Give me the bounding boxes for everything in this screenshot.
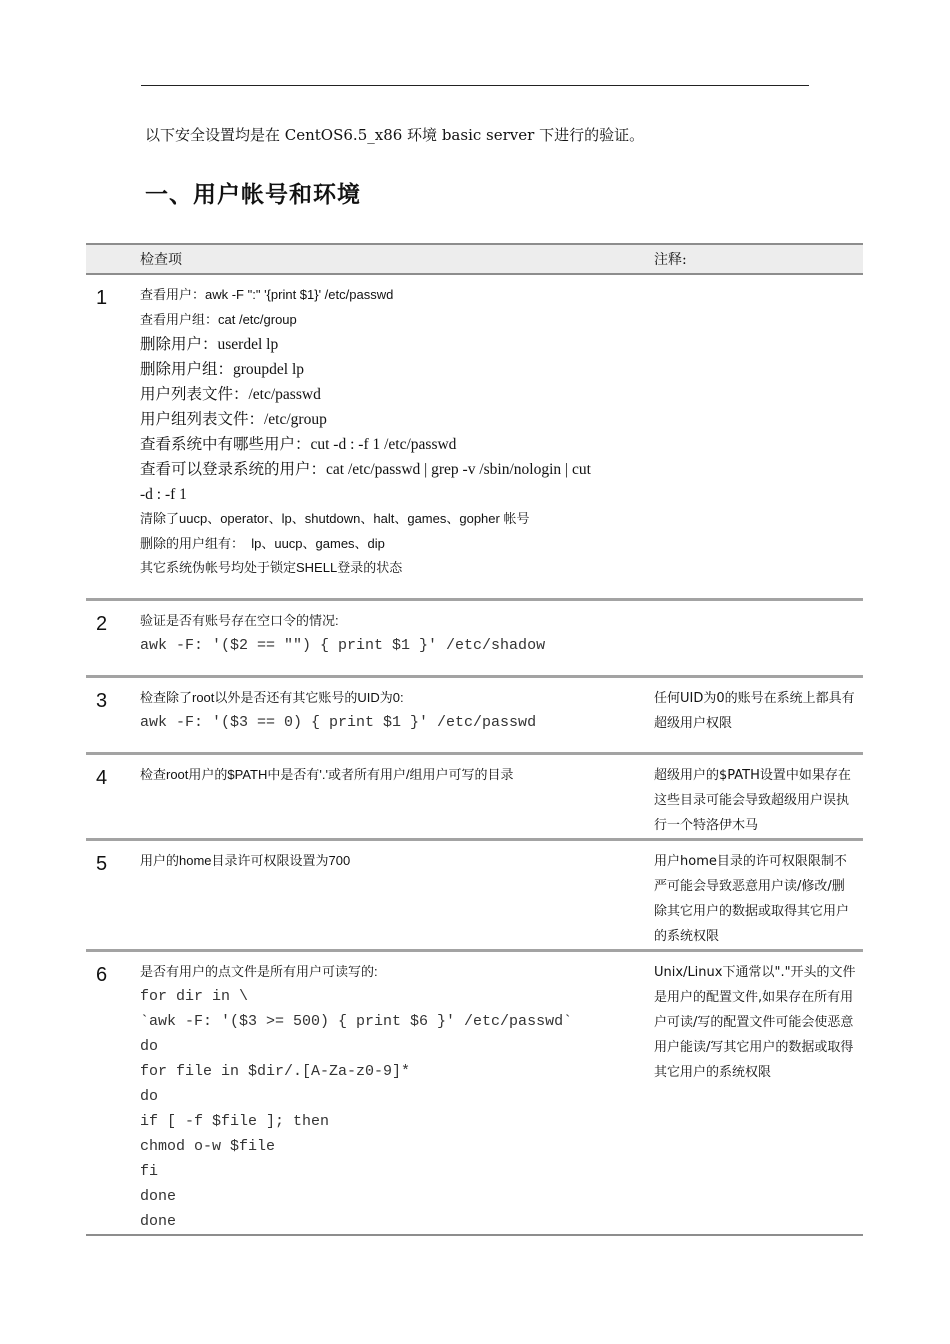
command-line: done — [140, 1213, 177, 1230]
check-item-cell — [140, 676, 654, 753]
command-line: done — [140, 1188, 177, 1205]
note-cell — [654, 274, 863, 599]
check-item-cell — [140, 950, 654, 1235]
check-item-cell — [140, 599, 654, 676]
table-row — [86, 753, 863, 839]
row-number: 6 — [86, 950, 140, 1235]
note-text: 用户home目录的许可权限限制不严可能会导致恶意用户读/修改/删除其它用户的数据或取得其它用户的系统权限 — [654, 853, 850, 944]
note-cell — [654, 676, 863, 753]
check-item-line: -d : -f 1 — [140, 486, 187, 503]
command-line: fi — [140, 1163, 159, 1180]
table-row — [86, 599, 863, 676]
check-item-cell — [140, 753, 654, 839]
check-item-line: 查看系统中有哪些用户：cut -d : -f 1 /etc/passwd — [140, 436, 457, 453]
note-cell — [654, 839, 863, 950]
check-item-line: 是否有用户的点文件是所有用户可读写的: — [140, 963, 378, 979]
check-item-line: 查看用户组：cat /etc/group — [140, 311, 297, 327]
command-line: for dir in \ — [140, 988, 249, 1005]
table-row — [86, 950, 863, 1235]
check-item-line: 用户组列表文件：/etc/group — [140, 411, 327, 428]
header-check-item: 检查项 — [140, 244, 654, 274]
check-item-line: 清除了uucp、operator、lp、shutdown、halt、games、gopher 帐号 — [140, 511, 530, 526]
row-number: 2 — [86, 599, 140, 676]
note-cell — [654, 950, 863, 1235]
check-item-cell — [140, 274, 654, 599]
row-number: 4 — [86, 753, 140, 839]
check-item-line: 删除用户组：groupdel lp — [140, 361, 305, 378]
check-item-cell — [140, 839, 654, 950]
note-text: 任何UID为0的账号在系统上都具有超级用户权限 — [654, 690, 855, 731]
check-item-line: 查看可以登录系统的用户：cat /etc/passwd | grep -v /sbin/nologin | cut — [140, 461, 591, 478]
check-item-line: 删除用户：userdel lp — [140, 336, 279, 353]
row-number: 1 — [86, 274, 140, 599]
section-heading: 一、用户帐号和环境 — [145, 182, 361, 208]
table-body — [86, 274, 863, 1235]
command-line: do — [140, 1038, 159, 1055]
command-line: chmod o-w $file — [140, 1138, 276, 1155]
check-item-line: 其它系统伪帐号均处于锁定SHELL登录的状态 — [140, 560, 403, 575]
check-item-line: 用户的home目录许可权限设置为700 — [140, 852, 351, 868]
note-text: Unix/Linux下通常以"."开头的文件是用户的配置文件,如果存在所有用户可读/写的配置文件可能会使恶意用户能读/写其它用户的数据或取得其它用户的系统权限 — [654, 964, 856, 1080]
security-checklist-table — [86, 243, 863, 1236]
check-item-line: 查看用户：awk -F ":" '{print $1}' /etc/passwd — [140, 287, 394, 302]
header-number-cell — [86, 244, 140, 274]
intro-paragraph: 以下安全设置均是在 CentOS6.5_x86 环境 basic server 下进行的验证。 — [145, 126, 645, 144]
command-line: do — [140, 1088, 159, 1105]
table-row — [86, 676, 863, 753]
row-number: 3 — [86, 676, 140, 753]
row-number: 5 — [86, 839, 140, 950]
check-item-line: 检查除了root以外是否还有其它账号的UID为0: — [140, 689, 404, 705]
check-item-line: 检查root用户的$PATH中是否有'.'或者所有用户/组用户可写的目录 — [140, 766, 514, 782]
check-item-line: 验证是否有账号存在空口令的情况: — [140, 612, 339, 628]
table-header-row — [86, 244, 863, 274]
table-row — [86, 274, 863, 599]
command-line: awk -F: '($3 == 0) { print $1 }' /etc/passwd — [140, 714, 537, 731]
command-line: for file in $dir/.[A-Za-z0-9]* — [140, 1063, 411, 1080]
header-rule — [141, 85, 809, 86]
note-cell — [654, 599, 863, 676]
header-notes: 注释: — [654, 244, 863, 274]
check-item-line: 用户列表文件：/etc/passwd — [140, 386, 321, 403]
check-item-line: 删除的用户组有： lp、uucp、games、dip — [140, 535, 385, 551]
command-line: `awk -F: '($3 >= 500) { print $6 }' /etc/passwd` — [140, 1013, 573, 1030]
table-row — [86, 839, 863, 950]
command-line: if [ -f $file ]; then — [140, 1113, 330, 1130]
command-line: awk -F: '($2 == "") { print $1 }' /etc/shadow — [140, 637, 546, 654]
note-text: 超级用户的$PATH设置中如果存在这些目录可能会导致超级用户误执行一个特洛伊木马 — [654, 767, 851, 833]
note-cell — [654, 753, 863, 839]
